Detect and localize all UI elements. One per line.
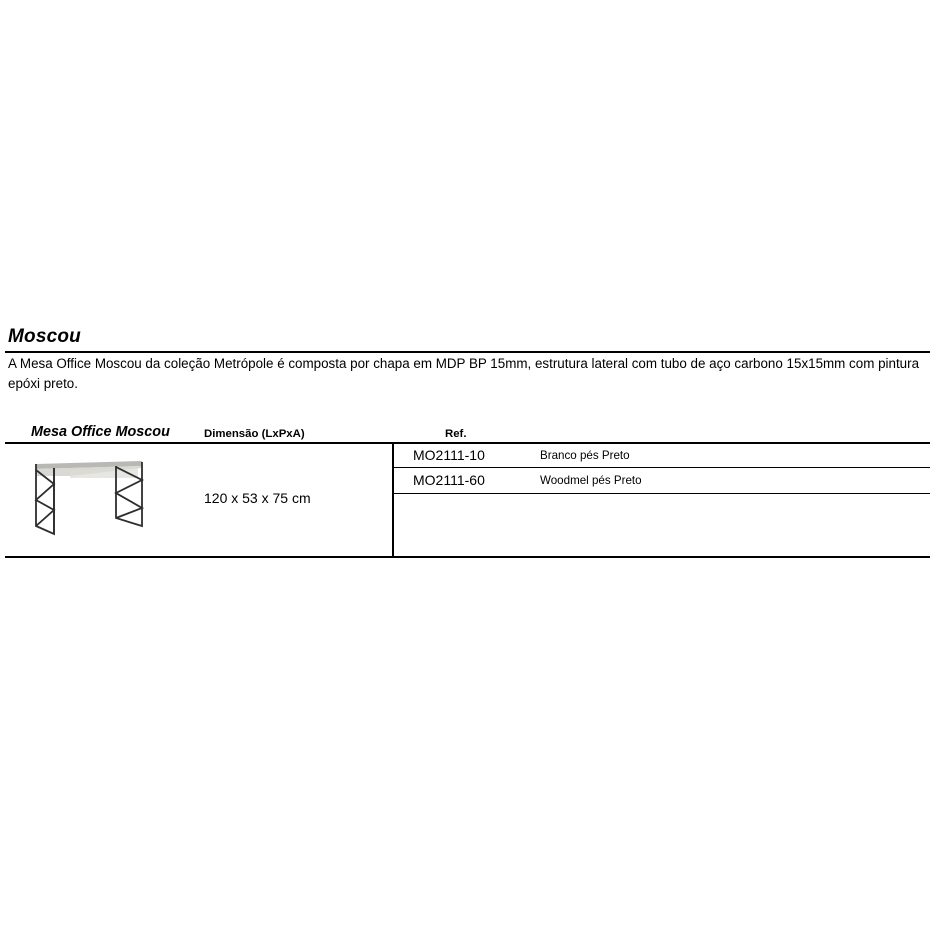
variant-label: Branco pés Preto [540,449,630,462]
table-header-divider [5,442,930,444]
variant-label: Woodmel pés Preto [540,474,642,487]
desk-icon [30,458,150,540]
table-column-divider [392,443,394,557]
title-divider [5,351,930,353]
dimension-value: 120 x 53 x 75 cm [204,490,311,506]
product-name: Mesa Office Moscou [31,424,170,440]
row-divider [393,493,930,494]
column-header-dimension: Dimensão (LxPxA) [204,428,305,440]
section-title: Moscou [8,326,81,347]
row-divider [393,467,930,468]
desk-product-image [30,458,150,540]
column-header-ref: Ref. [445,428,467,440]
table-bottom-border [5,556,930,558]
ref-code: MO2111-60 [413,472,485,488]
ref-code: MO2111-10 [413,447,485,463]
section-description: A Mesa Office Moscou da coleção Metrópole é composta por chapa em MDP BP 15mm, estrutura lateral com tubo de aço carbono 15x15mm com pintura epóxi preto. [8,356,920,391]
